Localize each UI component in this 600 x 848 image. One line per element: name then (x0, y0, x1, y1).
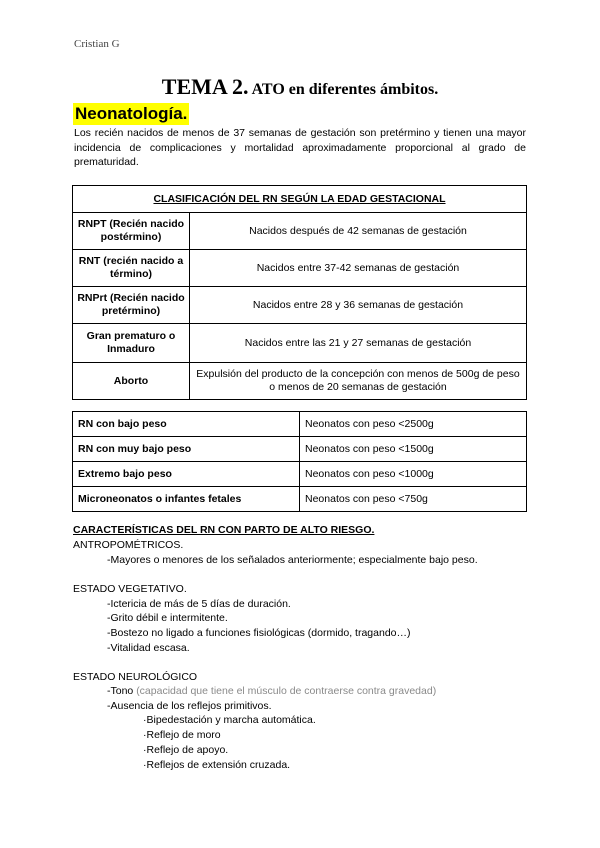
table-cell-desc: Neonatos con peso <1000g (300, 462, 527, 487)
author-name: Cristian G (74, 38, 120, 50)
list-item: -Mayores o menores de los señalados anteriormente; especialmente bajo peso. (107, 554, 478, 566)
list-item: -Ausencia de los reflejos primitivos. (107, 700, 272, 712)
section-title: Neonatología. (75, 104, 188, 123)
tone-label: -Tono (107, 685, 134, 697)
table-cell-desc: Neonatos con peso <2500g (300, 412, 527, 437)
title-main: TEMA 2. (161, 74, 249, 99)
list-item: -Ictericia de más de 5 días de duración. (107, 598, 291, 610)
table-cell-term: RN con muy bajo peso (73, 437, 300, 462)
table-cell-desc: Nacidos entre 28 y 36 semanas de gestación (190, 287, 527, 324)
table-row (73, 250, 527, 287)
gestational-table-header: CLASIFICACIÓN DEL RN SEGÚN LA EDAD GESTACIONAL (73, 186, 527, 213)
neurological-label: ESTADO NEUROLÓGICO (73, 671, 198, 683)
weight-table (72, 411, 527, 512)
anthropometric-label: ANTROPOMÉTRICOS. (73, 539, 184, 551)
table-row (73, 462, 527, 487)
table-row (73, 213, 527, 250)
intro-paragraph: Los recién nacidos de menos de 37 semanas de gestación son pretérmino y tienen una mayor incidencia de complicaciones y mortalidad aproximadamente proporcional al grado de prematuridad. (74, 127, 526, 168)
page-title (0, 74, 600, 100)
table-cell-desc: Expulsión del producto de la concepción con menos de 500g de peso o menos de 20 semanas de gestación (190, 363, 527, 400)
table-row (73, 287, 527, 324)
tone-note: (capacidad que tiene el músculo de contraerse contra gravedad) (136, 685, 437, 697)
table-cell-term: Aborto (73, 363, 190, 400)
table-cell-desc: Neonatos con peso <750g (300, 487, 527, 512)
table-cell-term: RNPT (Recién nacido postérmino) (73, 213, 190, 250)
table-cell-term: RN con bajo peso (73, 412, 300, 437)
risk-heading: CARACTERÍSTICAS DEL RN CON PARTO DE ALTO RIESGO. (73, 524, 375, 536)
list-item: -Vitalidad escasa. (107, 642, 190, 654)
table-row (73, 324, 527, 363)
table-cell-term: Gran prematuro o Inmaduro (73, 324, 190, 363)
table-cell-desc: Nacidos entre las 21 y 27 semanas de gestación (190, 324, 527, 363)
list-item: ·Reflejo de apoyo. (143, 744, 229, 756)
table-cell-desc: Neonatos con peso <1500g (300, 437, 527, 462)
table-cell-term: RNT (recién nacido a término) (73, 250, 190, 287)
list-item: ·Reflejo de moro (143, 729, 221, 741)
gestational-age-table (72, 185, 527, 400)
vegetative-label: ESTADO VEGETATIVO. (73, 583, 187, 595)
table-cell-desc: Nacidos después de 42 semanas de gestación (190, 213, 527, 250)
table-cell-term: Microneonatos o infantes fetales (73, 487, 300, 512)
table-cell-desc: Nacidos entre 37-42 semanas de gestación (190, 250, 527, 287)
table-row (73, 412, 527, 437)
list-item: ·Bipedestación y marcha automática. (143, 714, 316, 726)
table-row (73, 437, 527, 462)
table-cell-term: RNPrt (Recién nacido pretérmino) (73, 287, 190, 324)
list-item: -Grito débil e intermitente. (107, 612, 228, 624)
table-row (73, 363, 527, 400)
table-cell-term: Extremo bajo peso (73, 462, 300, 487)
title-sub: ATO en diferentes ámbitos. (251, 81, 439, 98)
table-row (73, 487, 527, 512)
list-item: -Bostezo no ligado a funciones fisiológicas (dormido, tragando…) (107, 627, 411, 639)
list-item: ·Reflejos de extensión cruzada. (143, 759, 291, 771)
list-item-tone (107, 684, 436, 698)
